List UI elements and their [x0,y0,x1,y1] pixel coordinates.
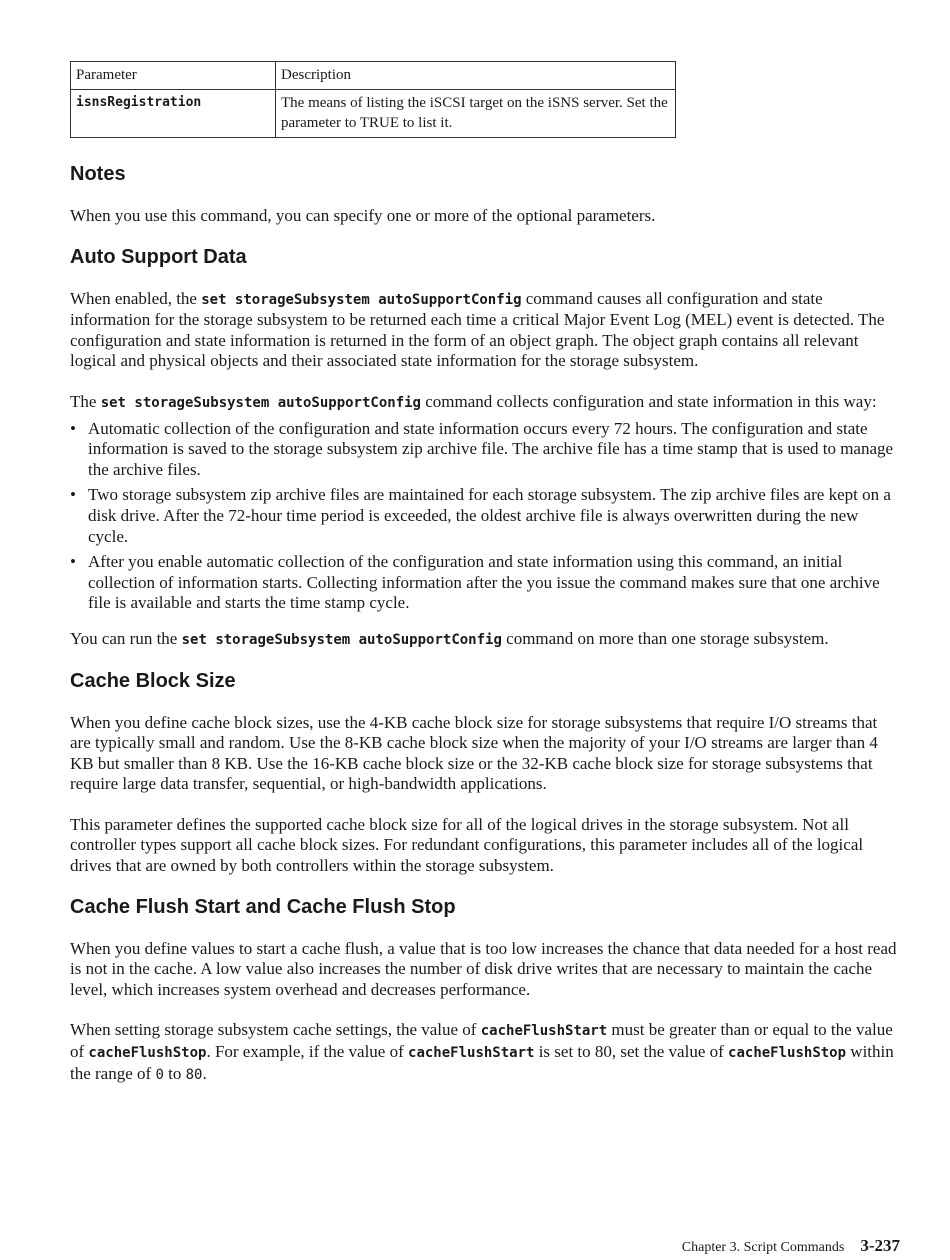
table-cell-parameter: isnsRegistration [71,90,276,138]
text-span: The [70,391,101,411]
text-span: within the range of [70,1042,894,1083]
parameter-name: cacheFlushStart [480,1023,608,1040]
range-value: 80 [185,1066,203,1083]
text-span: . [202,1063,207,1083]
auto-support-paragraph-2 [70,392,900,414]
text-span: . For example, if the value of [206,1042,409,1062]
cache-block-paragraph-2: This parameter defines the supported cache block size for all of the logical drives in the storage subsystem. Not all controller types support all cache block sizes. For redundant configurations, this parameter includes all of the logical drives that are owned by both controllers within the storage subsystem. [70,814,864,876]
page-footer [682,1234,900,1260]
text-span: command causes all configuration and state information for the storage subsystem to be returned each time a critical Major Event Log (MEL) event is detected. The configuration and state information is returned in the form of an object graph. The object graph contains all relevant logical and physical objects and their associated state information for the storage subsystem. [70,288,885,371]
auto-support-bullet-list [70,419,900,614]
table-row [71,90,676,138]
list-item: • Two storage subsystem zip archive files are maintained for each storage subsystem. The zip archive files are kept on a disk drive. After the 72-hour time period is exceeded, the oldest archive file is always overwritten during the new cycle. [70,485,900,547]
parameter-name: cacheFlushStop [728,1045,847,1062]
cache-block-paragraph-1: When you define cache block sizes, use the 4-KB cache block size for storage subsystems that require I/O streams that are typically small and random. Use the 8-KB cache block size when the majority of your I/O streams are larger than 4 KB but smaller than 8 KB. Use the 16-KB cache block size or the 32-KB cache block size for storage subsystems that require large data transfer, sequential, or high-bandwidth applications. [70,712,878,794]
command-name: set storageSubsystem autoSupportConfig [201,291,522,308]
parameter-name: cacheFlushStart [408,1045,535,1062]
parameter-name: cacheFlushStop [88,1045,207,1062]
chapter-title: Chapter 3. Script Commands [681,1240,845,1255]
table-header-row [71,62,676,90]
text-span: command collects configuration and state information in this way: [420,391,877,411]
list-item: • After you enable automatic collection of the configuration and state information using this command, an initial collection of information starts. Collecting information after the you issue the command makes sure that one archive file is available and starts the time stamp cycle. [70,552,900,614]
text-span: command on more than one storage subsystem. [501,628,829,648]
text-span: is set to 80, set the value of [534,1042,729,1062]
page-number: 3-237 [860,1236,900,1255]
notes-heading: Notes [70,163,126,185]
command-name: set storageSubsystem autoSupportConfig [100,394,421,411]
text-span: When setting storage subsystem cache settings, the value of [70,1020,481,1040]
table-header-description: Description [276,62,676,90]
text-span: You can run the [70,628,182,648]
document-body [70,160,900,1085]
cache-flush-heading: Cache Flush Start and Cache Flush Stop [70,895,456,918]
parameter-table [70,61,676,138]
cache-flush-paragraph-2 [70,1020,900,1085]
range-value: 0 [155,1066,164,1083]
text-span: When enabled, the [70,288,202,308]
command-name: set storageSubsystem autoSupportConfig [181,631,502,648]
table-header-parameter: Parameter [71,62,276,90]
table-cell-description: The means of listing the iSCSI target on the iSNS server. Set the parameter to TRUE to list it. [276,90,676,138]
list-item: • Automatic collection of the configuration and state information occurs every 72 hours. The configuration and state information is saved to the storage subsystem zip archive file. The archive file has a time stamp that is used to manage the archive files. [70,419,900,481]
text-span: must be greater than or equal to the value of [70,1020,893,1062]
auto-support-paragraph-1 [70,289,900,372]
auto-support-heading: Auto Support Data [70,245,247,268]
cache-flush-paragraph-1: When you define values to start a cache flush, a value that is too low increases the chance that data needed for a host read is not in the cache. A low value also increases the number of disk drive writes that are necessary to maintain the cache level, which increases system overhead and decreases performance. [70,938,897,999]
cache-block-heading: Cache Block Size [70,669,236,692]
auto-support-paragraph-3 [70,629,900,651]
notes-paragraph: When you use this command, you can specify one or more of the optional parameters. [70,206,656,225]
text-span: to [163,1063,186,1083]
